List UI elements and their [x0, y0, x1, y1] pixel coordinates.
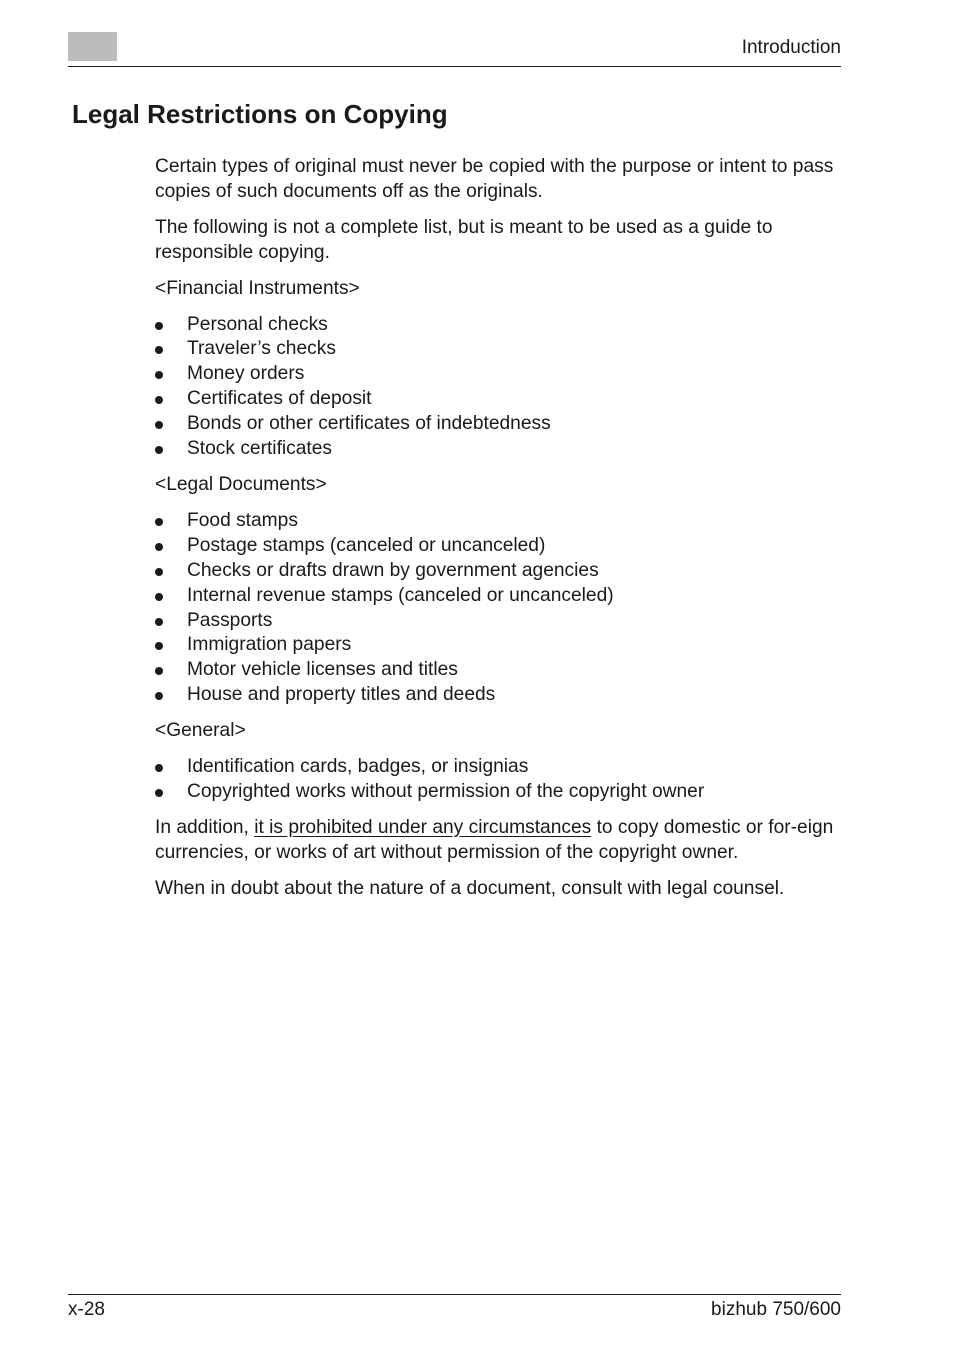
list-item-text: Identification cards, badges, or insignias	[187, 756, 529, 778]
intro-paragraph-1: Certain types of original must never be copied with the purpose or intent to pass copies of such documents off as the originals.	[155, 156, 834, 202]
header-section-title: Introduction	[741, 37, 841, 58]
general-heading: <General>	[155, 720, 246, 742]
list-item-text: Postage stamps (canceled or uncanceled)	[187, 534, 546, 556]
main-content	[155, 155, 845, 913]
list-item	[155, 437, 845, 462]
financial-heading: <Financial Instruments>	[155, 277, 360, 299]
bullet-icon	[155, 543, 163, 551]
prohibition-emphasis: it is prohibited under any circumstances	[254, 816, 592, 838]
bullet-icon	[155, 618, 163, 626]
bullet-icon	[155, 371, 163, 379]
bullet-icon	[155, 642, 163, 650]
list-item	[155, 683, 845, 708]
list-item	[155, 337, 845, 362]
product-name: bizhub 750/600	[711, 1299, 841, 1320]
list-item	[155, 412, 845, 437]
addition-paragraph	[155, 816, 845, 866]
list-item-text: Certificates of deposit	[187, 388, 372, 410]
list-item-text: Stock certificates	[187, 438, 333, 460]
footer-divider	[68, 1294, 841, 1295]
list-item	[155, 609, 845, 634]
addition-suffix: to copy domestic or for-eign currencies, or works of art without permission of the copyright owner.	[155, 816, 834, 863]
list-item	[155, 584, 845, 609]
bullet-icon	[155, 667, 163, 675]
list-item-text: Food stamps	[187, 509, 298, 531]
bullet-icon	[155, 568, 163, 576]
list-item-text: Checks or drafts drawn by government agencies	[187, 559, 599, 581]
list-item-text: Traveler’s checks	[187, 338, 336, 360]
list-item	[155, 755, 845, 780]
bullet-icon	[155, 396, 163, 404]
general-list	[155, 755, 845, 805]
bullet-icon	[155, 421, 163, 429]
list-item-text: Copyrighted works without permission of the copyright owner	[187, 780, 705, 802]
list-item-text: Personal checks	[187, 313, 328, 335]
list-item-text: Passports	[187, 609, 273, 631]
bullet-icon	[155, 764, 163, 772]
list-item-text: Bonds or other certificates of indebtedness	[187, 413, 551, 435]
intro-paragraph-2: The following is not a complete list, but is meant to be used as a guide to responsible copying.	[155, 216, 773, 263]
list-item	[155, 387, 845, 412]
header-tab-marker	[68, 32, 117, 61]
list-item	[155, 658, 845, 683]
list-item-text: Money orders	[187, 363, 305, 385]
list-item	[155, 534, 845, 559]
list-item	[155, 559, 845, 584]
bullet-icon	[155, 593, 163, 601]
bullet-icon	[155, 446, 163, 454]
list-item	[155, 633, 845, 658]
closing-paragraph: When in doubt about the nature of a document, consult with legal counsel.	[155, 877, 785, 899]
financial-list	[155, 313, 845, 462]
bullet-icon	[155, 789, 163, 797]
list-item	[155, 313, 845, 338]
list-item-text: Motor vehicle licenses and titles	[187, 659, 458, 681]
page-number: x-28	[68, 1299, 105, 1320]
list-item-text: House and property titles and deeds	[187, 684, 496, 706]
header-divider	[68, 66, 841, 67]
list-item	[155, 780, 845, 805]
list-item-text: Immigration papers	[187, 634, 352, 656]
bullet-icon	[155, 322, 163, 330]
legal-heading: <Legal Documents>	[155, 473, 327, 495]
bullet-icon	[155, 346, 163, 354]
list-item-text: Internal revenue stamps (canceled or uncanceled)	[187, 584, 614, 606]
list-item	[155, 509, 845, 534]
page-title: Legal Restrictions on Copying	[72, 99, 448, 129]
legal-list	[155, 509, 845, 708]
bullet-icon	[155, 518, 163, 526]
list-item	[155, 362, 845, 387]
bullet-icon	[155, 692, 163, 700]
addition-prefix: In addition,	[155, 816, 255, 838]
